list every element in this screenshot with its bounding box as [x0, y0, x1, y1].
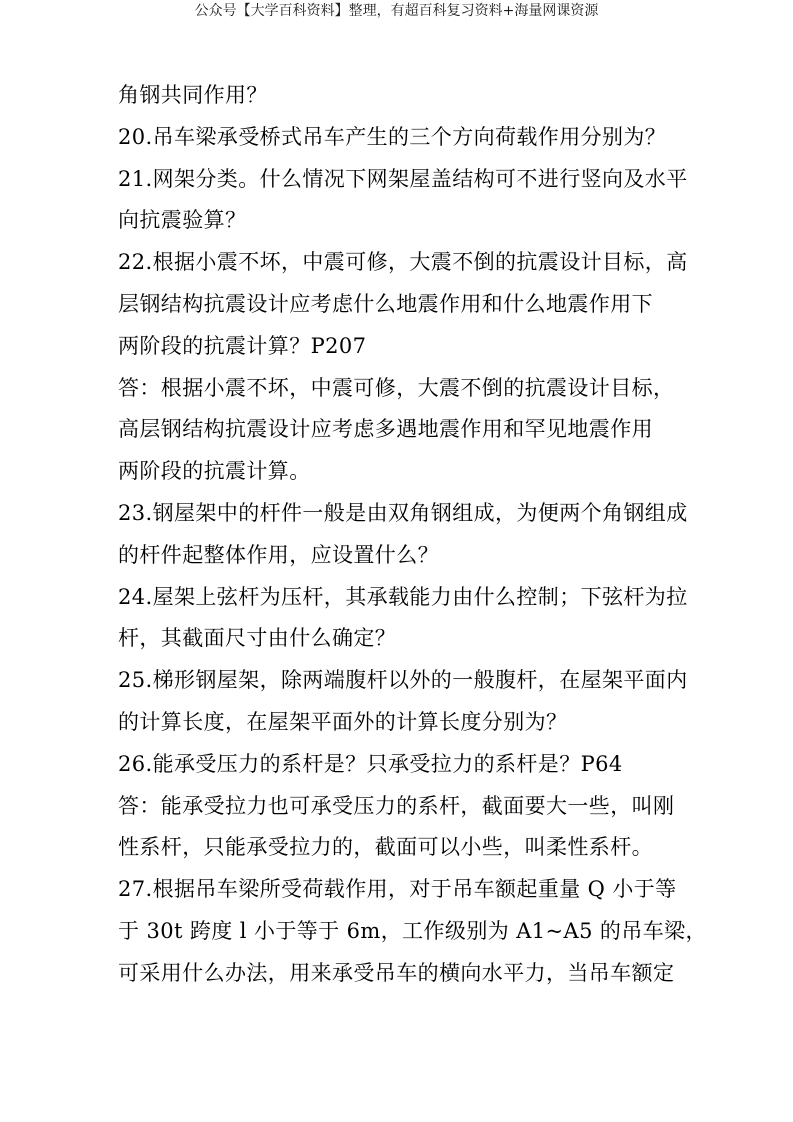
page-header: 公众号【大学百科资料】整理，有超百科复习资料+海量网课资源 [194, 3, 599, 19]
text-line: 的杆件起整体作用，应设置什么？ [118, 542, 439, 567]
text-line: 25.梯形钢屋架，除两端腹杆以外的一般腹杆，在屋架平面内 [118, 668, 688, 693]
text-line: 的计算长度，在屋架平面外的计算长度分别为？ [118, 709, 568, 734]
text-line: 24.屋架上弦杆为压杆，其承载能力由什么控制；下弦杆为拉 [118, 584, 688, 609]
text-line: 20.吊车梁承受桥式吊车产生的三个方向荷载作用分别为？ [118, 124, 667, 149]
text-line: 27.根据吊车梁所受荷载作用，对于吊车额起重量 Q 小于等 [118, 877, 677, 902]
text-line: 向抗震验算？ [118, 208, 247, 233]
text-line: 23.钢屋架中的杆件一般是由双角钢组成，为便两个角钢组成 [118, 500, 688, 525]
text-line: 21.网架分类。什么情况下网架屋盖结构可不进行竖向及水平 [118, 166, 688, 191]
text-line: 可采用什么办法，用来承受吊车的横向水平力，当吊车额定 [118, 960, 675, 985]
text-line: 26.能承受压力的系杆是？只承受拉力的系杆是？P64 [118, 751, 623, 776]
document-body [118, 75, 707, 995]
text-line: 角钢共同作用？ [118, 83, 268, 107]
text-line: 高层钢结构抗震设计应考虑多遇地震作用和罕见地震作用 [118, 417, 653, 442]
text-line: 于 30t 跨度 l 小于等于 6m，工作级别为 A1~A5 的吊车梁， [118, 918, 707, 943]
text-line: 两阶段的抗震计算。 [118, 459, 311, 484]
text-line: 性系杆，只能承受拉力的，截面可以小些，叫柔性系杆。 [118, 835, 653, 860]
text-line: 答：能承受拉力也可承受压力的系杆，截面要大一些，叫刚 [118, 793, 675, 818]
text-line: 两阶段的抗震计算？P207 [118, 333, 367, 358]
text-line: 22.根据小震不坏，中震可修，大震不倒的抗震设计目标，高 [118, 250, 688, 275]
text-line: 层钢结构抗震设计应考虑什么地震作用和什么地震作用下 [118, 291, 653, 316]
text-line: 答：根据小震不坏，中震可修，大震不倒的抗震设计目标， [118, 375, 675, 400]
text-line: 杆，其截面尺寸由什么确定？ [118, 626, 397, 651]
